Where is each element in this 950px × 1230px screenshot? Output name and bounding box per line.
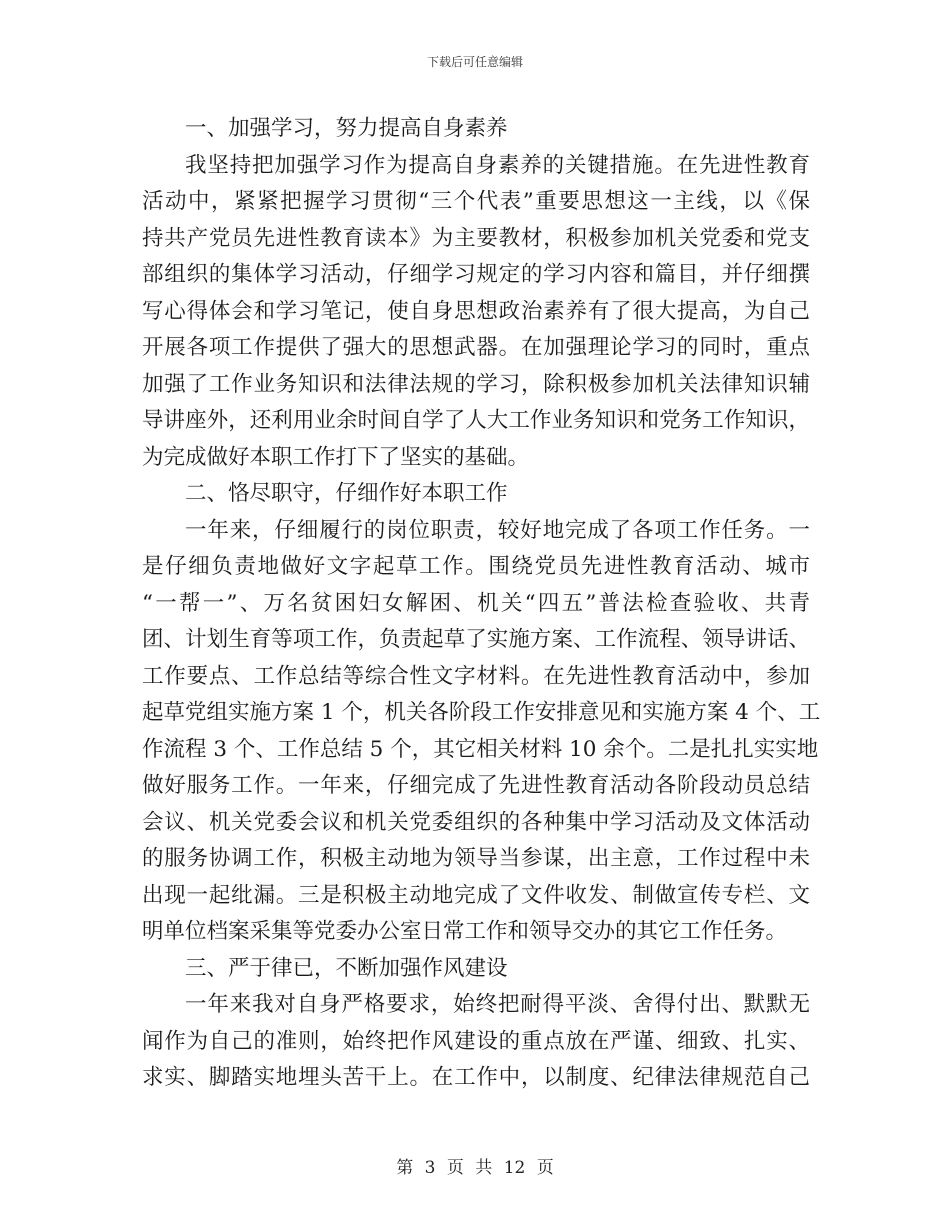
paragraph-line: 一年来我对自身严格要求，始终把耐得平淡、舍得付出、默默无 [185,992,810,1017]
paragraph-line: 会议、机关党委会议和机关党委组织的各种集中学习活动及文体活动 [142,809,810,835]
section-heading-3: 三、严于律已，不断加强作风建设 [185,955,508,981]
paragraph-line: 为完成做好本职工作打下了坚实的基础。 [142,444,530,470]
paragraph-line: “一帮一”、万名贫困妇女解困、机关“四五”普法检查验收、共青 [142,590,810,616]
paragraph-line: 活动中，紧紧把握学习贯彻“三个代表”重要思想这一主线，以《保 [142,189,810,214]
paragraph-line: 出现一起纰漏。三是积极主动地完成了文件收发、制做宣传专栏、文 [142,882,810,908]
paragraph-line: 闻作为自己的准则，始终把作风建设的重点放在严谨、细致、扎实、 [142,1028,810,1054]
paragraph-line: 写心得体会和学习笔记，使自身思想政治素养有了很大提高，为自己 [142,298,810,324]
paragraph-line: 求实、脚踏实地埋头苦干上。在工作中，以制度、纪律法律规范自己 [142,1065,810,1090]
paragraph-line: 作流程 3 个、工作总结 5 个，其它相关材料 10 余个。二是扎扎实实地 [142,736,819,762]
paragraph-line: 一年来，仔细履行的岗位职责，较好地完成了各项工作任务。一 [185,517,810,543]
paragraph-line: 起草党组实施方案 1 个，机关各阶段工作安排意见和实施方案 4 个、工 [142,700,821,725]
paragraph-line: 我坚持把加强学习作为提高自身素养的关键措施。在先进性教育 [185,152,810,178]
paragraph-line: 做好服务工作。一年来，仔细完成了先进性教育活动各阶段动员总结 [142,773,810,798]
paragraph-line: 加强了工作业务知识和法律法规的学习，除积极参加机关法律知识辅 [142,371,810,397]
section-heading-2: 二、恪尽职守，仔细作好本职工作 [185,481,508,506]
page-header-note: 下载后可任意编辑 [426,55,523,69]
paragraph-line: 导讲座外，还利用业余时间自学了人大工作业务知识和党务工作知识， [142,408,810,433]
paragraph-line: 的服务协调工作，积极主动地为领导当参谋，出主意，工作过程中未 [142,846,810,871]
paragraph-line: 开展各项工作提供了强大的思想武器。在加强理论学习的同时，重点 [142,335,810,360]
paragraph-line: 部组织的集体学习活动，仔细学习规定的学习内容和篇目，并仔细撰 [142,262,810,287]
page-number-footer: 第 3 页 共 12 页 [396,1158,554,1178]
paragraph-line: 持共产党员先进性教育读本》为主要教材，积极参加机关党委和党支 [142,225,810,251]
paragraph-line: 团、计划生育等项工作，负责起草了实施方案、工作流程、领导讲话、 [142,627,810,652]
document-body [142,111,821,1097]
section-heading-1: 一、加强学习，努力提高自身素养 [185,116,508,141]
paragraph-line: 明单位档案采集等党委办公室日常工作和领导交办的其它工作任务。 [142,919,788,944]
paragraph-line: 是仔细负责地做好文字起草工作。围绕党员先进性教育活动、城市 [142,554,810,579]
paragraph-line: 工作要点、工作总结等综合性文字材料。在先进性教育活动中，参加 [142,663,810,689]
